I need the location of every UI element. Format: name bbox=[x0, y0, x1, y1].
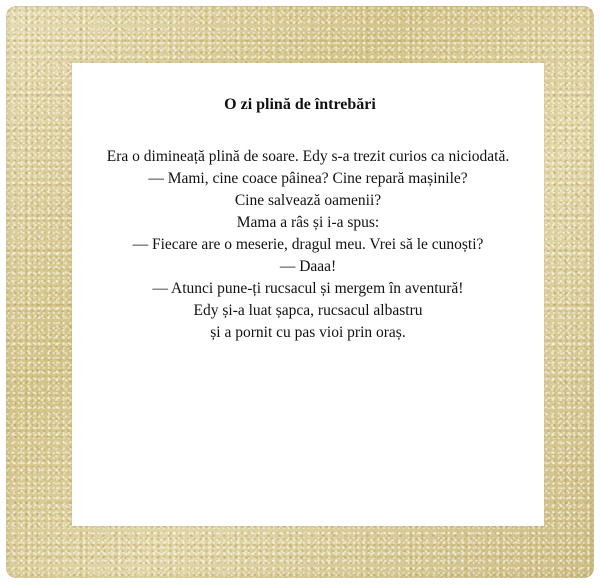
story-line: — Fiecare are o meserie, dragul meu. Vrei să le cunoști? bbox=[132, 236, 484, 253]
story-line: — Mami, cine coace pâinea? Cine repară mașinile? bbox=[148, 170, 468, 187]
story-line: Edy și-a luat șapca, rucsacul albastru bbox=[193, 302, 423, 319]
story-line: Mama a râs și i-a spus: bbox=[236, 214, 380, 231]
story-line: — Atunci pune-ți rucsacul și mergem în aventură! bbox=[152, 280, 464, 297]
story-line: — Daaa! bbox=[279, 258, 337, 275]
story-line: Era o dimineață plină de soare. Edy s-a trezit curios ca niciodată. bbox=[106, 148, 510, 165]
story-text bbox=[72, 146, 544, 344]
story-line: și a pornit cu pas vioi prin oraș. bbox=[210, 324, 406, 341]
story-line: Cine salvează oamenii? bbox=[234, 192, 382, 209]
story-title: O zi plină de întrebări bbox=[224, 96, 376, 113]
